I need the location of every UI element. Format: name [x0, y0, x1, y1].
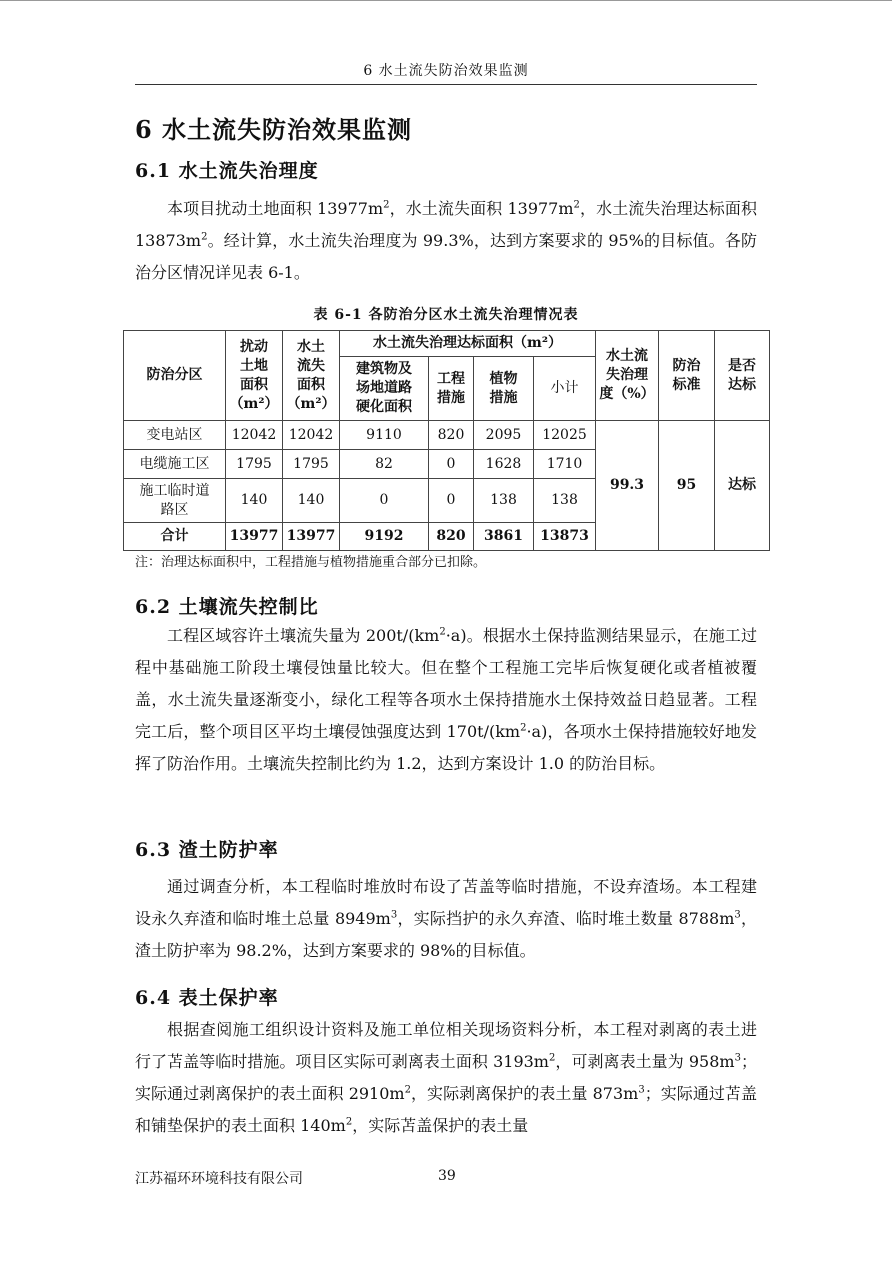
cell-building: 82	[340, 450, 429, 479]
header-disturbed-area: 扰动 土地 面积 （m²）	[226, 331, 283, 421]
header-loss-area: 水土 流失 面积 （m²）	[283, 331, 340, 421]
cell-treatment-rate: 99.3	[596, 421, 659, 551]
header-rule	[135, 84, 757, 85]
table-caption: 表 6-1 各防治分区水土流失治理情况表	[313, 307, 579, 323]
header-plant: 植物 措施	[474, 357, 534, 421]
cell-total-subtotal: 13873	[534, 523, 596, 551]
header-treatment-rate: 水土流 失治理 度（%）	[596, 331, 659, 421]
page-top-border	[0, 0, 892, 1]
cell-total-engineering: 820	[429, 523, 474, 551]
header-treated-area-group: 水土流失治理达标面积（m²）	[340, 331, 596, 357]
cell-engineering: 0	[429, 479, 474, 523]
header-engineering: 工程 措施	[429, 357, 474, 421]
cell-zone: 电缆施工区	[124, 450, 226, 479]
section-heading-6-3: 6.3 渣土防护率	[135, 839, 279, 861]
cell-engineering: 820	[429, 421, 474, 450]
cell-zone: 变电站区	[124, 421, 226, 450]
cell-building: 9110	[340, 421, 429, 450]
header-subtotal: 小计	[534, 357, 596, 421]
cell-disturbed: 1795	[226, 450, 283, 479]
header-standard: 防治 标准	[659, 331, 715, 421]
section-heading-6-4: 6.4 表土保护率	[135, 987, 279, 1009]
treatment-table	[123, 330, 770, 551]
section-6-3-paragraph: 通过调查分析，本工程临时堆放时布设了苫盖等临时措施，不设弃渣场。本工程建设永久弃渣和临时堆土总量 $8949m^3$，实际挡护的永久弃渣、临时堆土数量 $8788m^3$，渣土防护率为 98.2%，达到方案要求的 98%的目标值。	[135, 877, 757, 960]
header-building-area: 建筑物及 场地道路 硬化面积	[340, 357, 429, 421]
cell-engineering: 0	[429, 450, 474, 479]
chapter-heading: 6 水土流失防治效果监测	[135, 115, 413, 144]
header-reached: 是否 达标	[715, 331, 770, 421]
section-heading-6-2: 6.2 土壤流失控制比	[135, 596, 319, 618]
table-row	[124, 421, 770, 450]
cell-total-plant: 3861	[474, 523, 534, 551]
header-zone: 防治分区	[124, 331, 226, 421]
cell-subtotal: 12025	[534, 421, 596, 450]
cell-total-loss: 13977	[283, 523, 340, 551]
section-6-1-paragraph: 本项目扰动土地面积 $13977m^2$，水土流失面积 $13977m^2$，水土流失治理达标面积 $13873m^2$。经计算，水土流失治理度为 99.3%，达到方案要求的 95%的目标值。各防治分区情况详见表 6-1。	[135, 199, 757, 282]
table-note: 注：治理达标面积中，工程措施与植物措施重合部分已扣除。	[135, 555, 487, 570]
cell-standard: 95	[659, 421, 715, 551]
section-6-2-paragraph: 工程区域容许土壤流失量为 $200t/(km^2\cdot a)$。根据水土保持监测结果显示，在施工过程中基础施工阶段土壤侵蚀量比较大。但在整个工程施工完毕后恢复硬化或者植被覆盖，水土流失量逐渐变小，绿化工程等各项水土保持措施水土保持效益日趋显著。工程完工后，整个项目区平均土壤侵蚀强度达到 $170t/(km^2\cdot a)$，各项水土保持措施较好地发挥了防治作用。土壤流失控制比约为 1.2，达到方案设计 1.0 的防治目标。	[135, 626, 757, 773]
page-number: 39	[438, 1168, 456, 1184]
cell-subtotal: 1710	[534, 450, 596, 479]
footer-company: 江苏福环环境科技有限公司	[135, 1171, 303, 1187]
section-heading-6-1: 6.1 水土流失治理度	[135, 160, 319, 182]
cell-disturbed: 140	[226, 479, 283, 523]
cell-total-building: 9192	[340, 523, 429, 551]
cell-zone: 施工临时道 路区	[124, 479, 226, 523]
cell-subtotal: 138	[534, 479, 596, 523]
cell-building: 0	[340, 479, 429, 523]
cell-loss: 1795	[283, 450, 340, 479]
cell-reached: 达标	[715, 421, 770, 551]
cell-total-label: 合计	[124, 523, 226, 551]
cell-loss: 140	[283, 479, 340, 523]
cell-disturbed: 12042	[226, 421, 283, 450]
cell-loss: 12042	[283, 421, 340, 450]
section-6-4-paragraph: 根据查阅施工组织设计资料及施工单位相关现场资料分析，本工程对剥离的表土进行了苫盖等临时措施。项目区实际可剥离表土面积 $3193m^2$，可剥离表土量为 $958m^3$；实际通过剥离保护的表土面积 $2910m^2$，实际剥离保护的表土量 $873m^3$；实际通过苫盖和铺垫保护的表土面积 $140m^2$，实际苫盖保护的表土量	[135, 1020, 757, 1135]
cell-total-disturbed: 13977	[226, 523, 283, 551]
cell-plant: 138	[474, 479, 534, 523]
cell-plant: 2095	[474, 421, 534, 450]
cell-plant: 1628	[474, 450, 534, 479]
running-header: 6 水土流失防治效果监测	[363, 63, 529, 79]
table-header-row	[124, 331, 770, 357]
